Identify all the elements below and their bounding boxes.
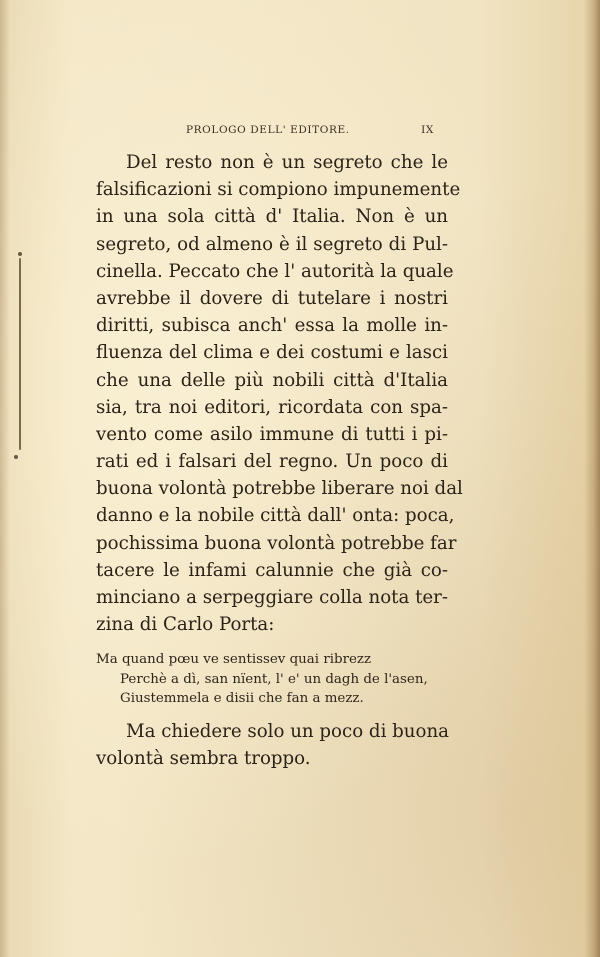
closing-paragraph (96, 718, 448, 772)
text-line: sia, tra noi editori, ricordata con spa- (96, 396, 448, 418)
verse-quotation (96, 650, 456, 709)
verse-line: Giustemmela e disii che fan a mezz. (120, 691, 364, 706)
text-line: diritti, subisca anch' essa la molle in- (96, 315, 448, 337)
running-head (186, 124, 434, 140)
text-line: fluenza del clima e dei costumi e lasci (96, 342, 448, 364)
text-line: che una delle più nobili città d'Italia (96, 369, 448, 391)
text-line: cinella. Peccato che l' autorità la quale (96, 260, 454, 282)
text-line: buona volontà potrebbe liberare noi dal (96, 478, 463, 500)
text-line: zina di Carlo Porta: (96, 614, 275, 636)
text-line: segreto, od almeno è il segreto di Pul- (96, 233, 448, 255)
verse-line: Perchè a dì, san nïent, l' e' un dagh de l'asen, (120, 671, 428, 687)
text-line: volontà sembra troppo. (96, 748, 311, 770)
binding-hole-top (18, 252, 22, 256)
text-line: avrebbe il dovere di tutelare i nostri (96, 287, 448, 309)
running-title: PROLOGO DELL' EDITORE. (186, 124, 350, 136)
text-line: danno e la nobile città dall' onta: poca, (96, 505, 455, 527)
text-line: rati ed i falsari del regno. Un poco di (96, 451, 448, 473)
text-line: in una sola città d' Italia. Non è un (96, 206, 448, 228)
text-line: falsificazioni si compiono impunemente (96, 179, 461, 201)
page-left-edge-shadow (0, 0, 10, 957)
text-line: Del resto non è un segreto che le (126, 152, 448, 173)
main-paragraph (96, 149, 463, 638)
binding-thread (19, 258, 21, 450)
verse-line: Ma quand pœu ve sentissev quai ribrezz (96, 652, 372, 667)
text-line: vento come asilo immune di tutti i pi- (96, 423, 448, 445)
text-line: pochissima buona volontà potrebbe far (96, 532, 457, 554)
binding-hole-bottom (14, 455, 18, 459)
text-line: minciano a serpeggiare colla nota ter- (96, 587, 448, 608)
text-line: tacere le infami calunnie che già co- (96, 559, 448, 581)
text-line: Ma chiedere solo un poco di buona (126, 721, 450, 742)
page-right-edge-shadow (584, 0, 600, 957)
page-number: IX (421, 124, 434, 136)
